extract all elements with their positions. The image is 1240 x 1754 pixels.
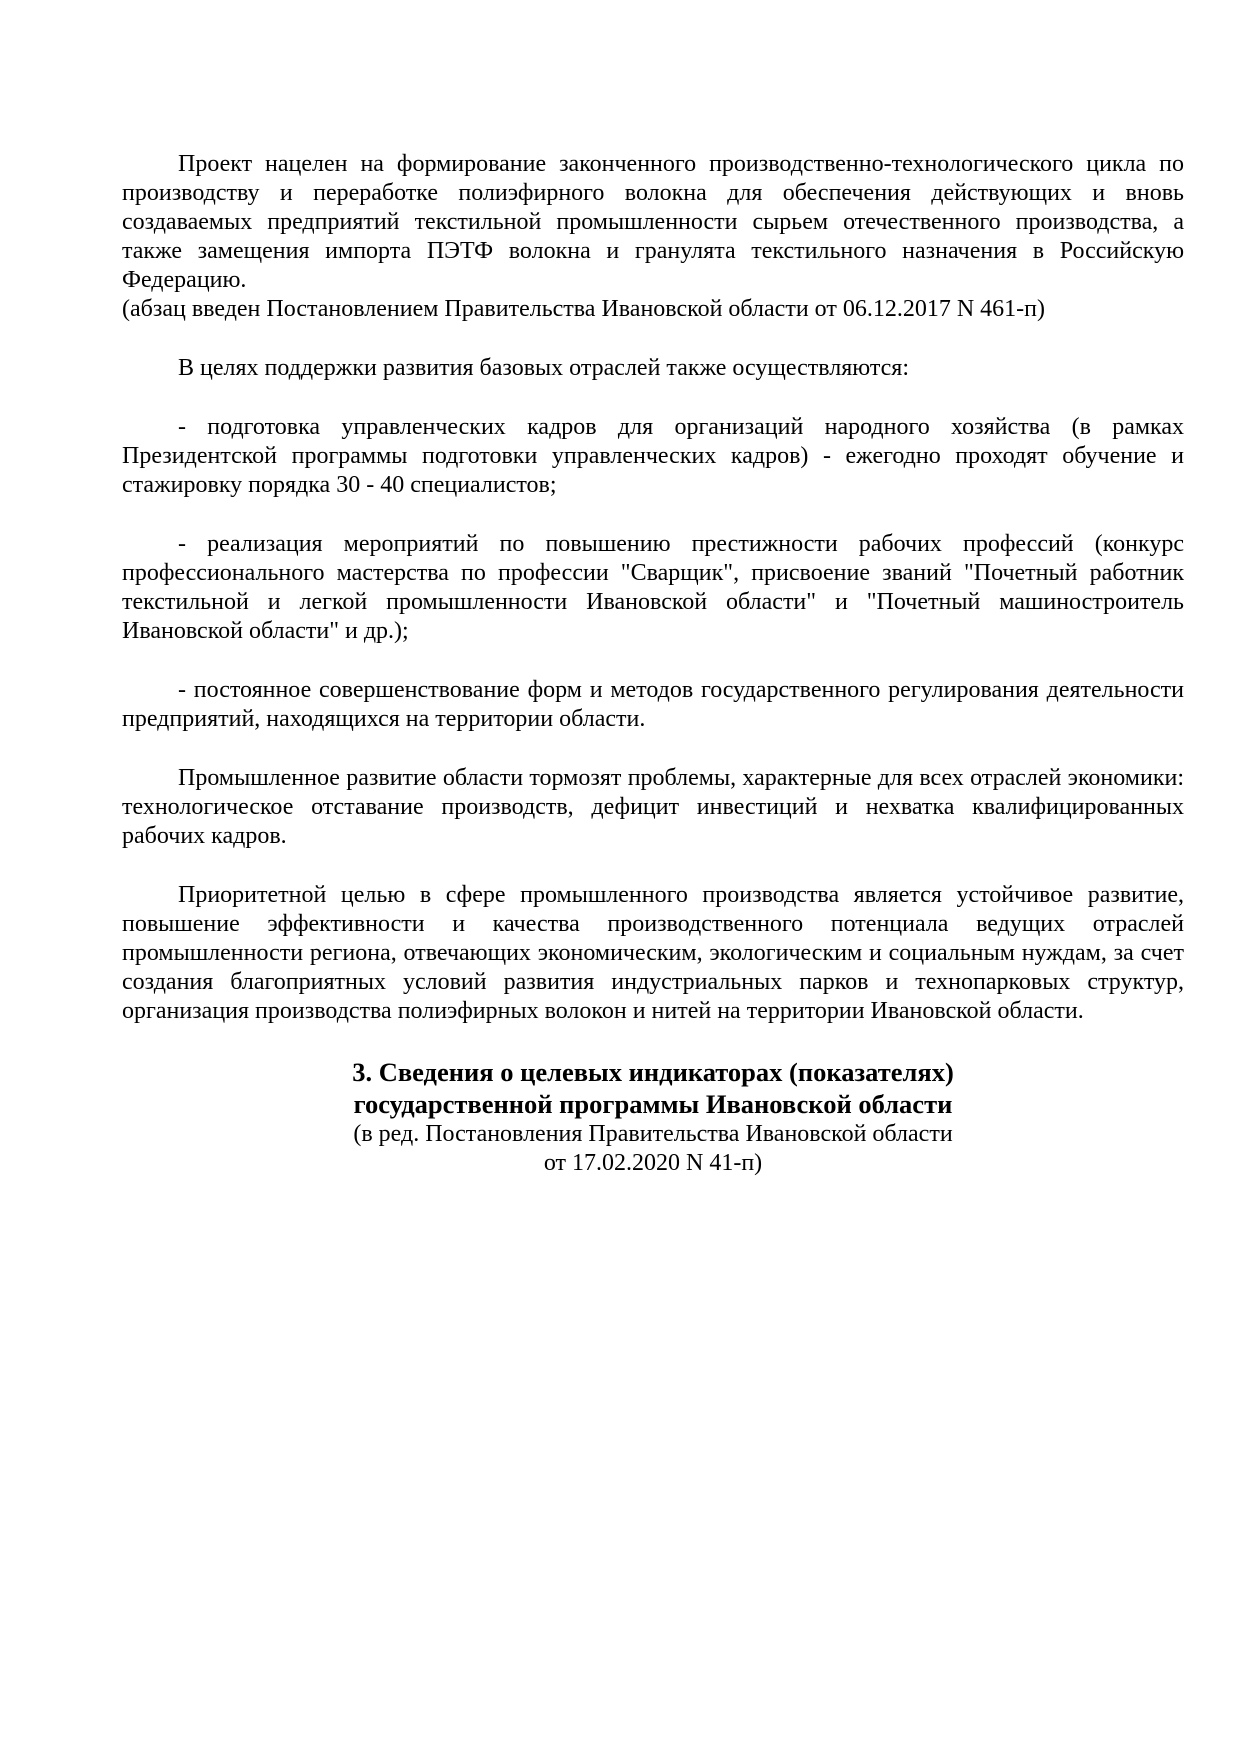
list-item-regulation-improvement: - постоянное совершенствование форм и методов государственного регулирования деятельности предприятий, находящихся на территории области. <box>122 677 1184 732</box>
section-amendment-line-1: (в ред. Постановления Правительства Ивановской области <box>353 1121 953 1147</box>
section-amendment-line-2: от 17.02.2020 N 41-п) <box>543 1150 763 1176</box>
paragraph-amendment-note: (абзац введен Постановлением Правительства Ивановской области от 06.12.2017 N 461-п) <box>122 296 1045 322</box>
document-body <box>122 150 1184 1178</box>
list-item-management-training: - подготовка управленческих кадров для организаций народного хозяйства (в рамках Президентской программы подготовки управленческих кадров) - ежегодно проходят обучение и стажировку порядка 30 - 40 специалистов; <box>122 414 1184 498</box>
section-title-line-1: 3. Сведения о целевых индикаторах (показателях) <box>352 1057 954 1087</box>
section-heading <box>122 1056 1184 1178</box>
list-item-profession-prestige: - реализация мероприятий по повышению престижности рабочих профессий (конкурс профессионального мастерства по профессии "Сварщик", присвоение званий "Почетный работник текстильной и легкой промышленности Ивановской области" и "Почетный машиностроитель Ивановской области" и др.); <box>122 531 1184 644</box>
section-title-line-2: государственной программы Ивановской области <box>353 1089 953 1119</box>
paragraph-support-intro: В целях поддержки развития базовых отраслей также осуществляются: <box>178 355 910 381</box>
paragraph-development-problems: Промышленное развитие области тормозят проблемы, характерные для всех отраслей экономики: технологическое отставание производств, дефицит инвестиций и нехватка квалифицированных рабочих кадров. <box>122 765 1184 849</box>
paragraph-priority-goal: Приоритетной целью в сфере промышленного производства является устойчивое развитие, повышение эффективности и качества производственного потенциала ведущих отраслей промышленности региона, отвечающих экономическим, экологическим и социальным нуждам, за счет создания благоприятных условий развития индустриальных парков и технопарковых структур, организация производства полиэфирных волокон и нитей на территории Ивановской области. <box>122 882 1184 1024</box>
paragraph-project-goal: Проект нацелен на формирование законченного производственно-технологического цикла по производству и переработке полиэфирного волокна для обеспечения действующих и вновь создаваемых предприятий текстильной промышленности сырьем отечественного производства, а также замещения импорта ПЭТФ волокна и гранулята текстильного назначения в Российскую Федерацию. <box>122 151 1184 293</box>
